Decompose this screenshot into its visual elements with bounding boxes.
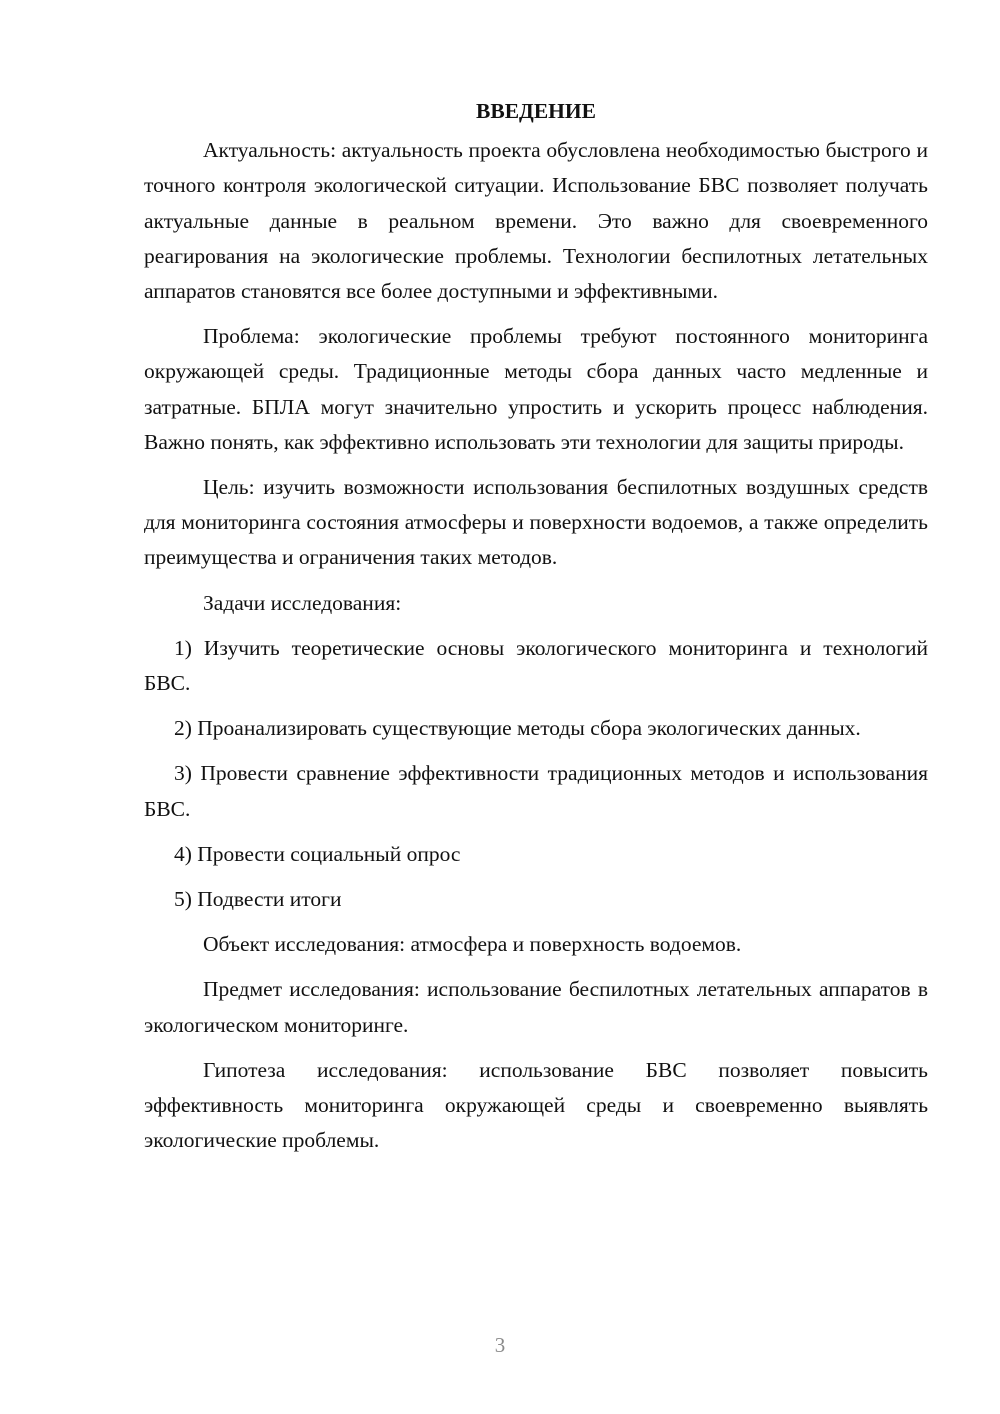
tasks-heading: Задачи исследования: [203,590,402,615]
goal-paragraph: Цель: изучить возможности использования беспилотных воздушных средств для мониторинга состояния атмосферы и поверхности водоемов, а также определить преимущества и ограничения таких методов. [144,475,928,570]
task-item-3: 3) Провести сравнение эффективности традиционных методов и использования БВС. [144,761,928,821]
problem-paragraph: Проблема: экологические проблемы требуют постоянного мониторинга окружающей среды. Традиционные методы сбора данных часто медленные и затратные. БПЛА могут значительно упростить и ускорить процесс наблюдения. Важно понять, как эффективно использовать эти технологии для защиты природы. [144,324,928,454]
task-item-5: 5) Подвести итоги [174,887,342,912]
task-item-4: 4) Провести социальный опрос [174,841,461,866]
task-item-2: 2) Проанализировать существующие методы сбора экологических данных. [174,716,861,741]
hypothesis-paragraph: Гипотеза исследования: использование БВС позволяет повысить эффективность мониторинга окружающей среды и своевременно выявлять экологические проблемы. [144,1057,928,1153]
document-body [144,94,928,1158]
subject-paragraph: Предмет исследования: использование беспилотных летательных аппаратов в экологическом мониторинге. [144,977,928,1037]
relevance-paragraph: Актуальность: актуальность проекта обусловлена необходимостью быстрого и точного контроля экологической ситуации. Использование БВС позволяет получать актуальные данные в реальном времени. Это важно для своевременного реагирования на экологические проблемы. Технологии беспилотных летательных аппаратов становятся все более доступными и эффективными. [144,138,928,304]
object-paragraph: Объект исследования: атмосфера и поверхность водоемов. [203,932,742,957]
section-title: ВВЕДЕНИЕ [476,99,596,123]
page-number: 3 [494,1333,506,1357]
task-item-1: 1) Изучить теоретические основы экологического мониторинга и технологий БВС. [144,635,928,696]
